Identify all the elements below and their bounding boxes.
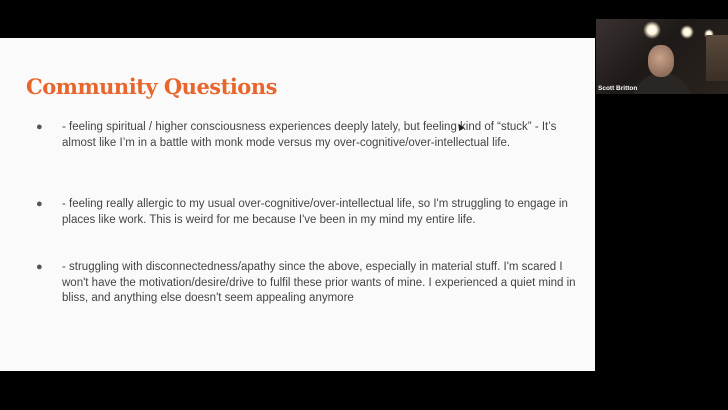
slide-title: Community Questions [26, 74, 277, 99]
list-item [36, 120, 581, 151]
bullet-marker: ● [36, 121, 43, 133]
bullet-text: - struggling with disconnectedness/apathy since the above, especially in material stuff. I'm scared I won't have the motivation/desire/drive to fulfil these prior wants of mine. I experienced a quiet mind in bliss, and anything else doesn't seem appealing anymore [62, 261, 576, 304]
participant-name-label: Scott Britton [598, 85, 638, 92]
ceiling-light [643, 21, 661, 39]
bullet-marker: ● [36, 261, 43, 273]
background-shelf [706, 35, 728, 81]
list-item [36, 260, 581, 307]
participant-video-tile[interactable] [596, 19, 728, 94]
participant-head [648, 45, 674, 77]
ceiling-light [680, 25, 694, 39]
bullet-marker: ● [36, 198, 43, 210]
presentation-slide [0, 38, 595, 371]
list-item [36, 197, 581, 228]
bullet-text: - feeling spiritual / higher consciousness experiences deeply lately, but feeling kind of “stuck” - It’s almost like I’m in a battle with monk mode versus my over-cognitive/over-intellectual life. [62, 121, 557, 149]
bullet-text: - feeling really allergic to my usual over-cognitive/over-intellectual life, so I'm struggling to engage in places like work. This is weird for me because I've been in my mind my entire life. [62, 198, 568, 226]
